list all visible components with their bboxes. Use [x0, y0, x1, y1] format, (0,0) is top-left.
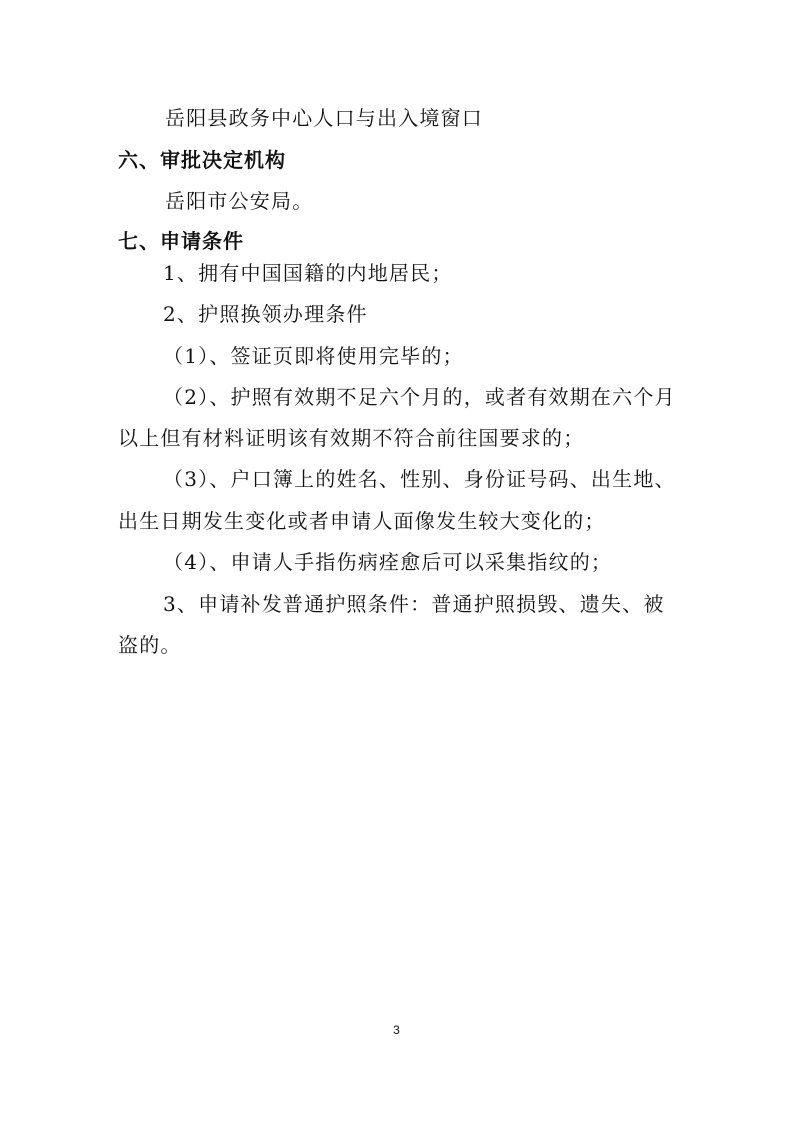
sub-condition-2-line-1: （2）、护照有效期不足六个月的，或者有效期在六个月 [163, 385, 676, 409]
condition-item-1: 1、拥有中国国籍的内地居民； [163, 261, 453, 285]
condition-item-3-line-1: 3、申请补发普通护照条件：普通护照损毁、遗失、被 [163, 592, 665, 616]
sub-condition-2-line-2: 以上但有材料证明该有效期不符合前往国要求的； [118, 426, 585, 450]
section-heading-application-conditions: 七、申请条件 [118, 229, 244, 253]
sub-condition-1: （1）、签证页即将使用完毕的； [163, 344, 464, 368]
sub-condition-4: （4）、申请人手指伤病痊愈后可以采集指纹的； [163, 550, 613, 574]
approval-authority-text: 岳阳市公安局。 [165, 189, 314, 213]
sub-condition-3-line-2: 出生日期发生变化或者申请人面像发生较大变化的； [118, 509, 606, 533]
window-location-text: 岳阳县政务中心人口与出入境窗口 [165, 106, 483, 130]
condition-item-3-line-2: 盗的。 [118, 633, 182, 657]
condition-item-2: 2、护照换领办理条件 [163, 302, 368, 326]
page-number: 3 [393, 1023, 400, 1037]
section-heading-approval-authority: 六、审批决定机构 [118, 148, 286, 172]
sub-condition-3-line-1: （3）、户口簿上的姓名、性别、身份证号码、出生地、 [163, 467, 676, 491]
